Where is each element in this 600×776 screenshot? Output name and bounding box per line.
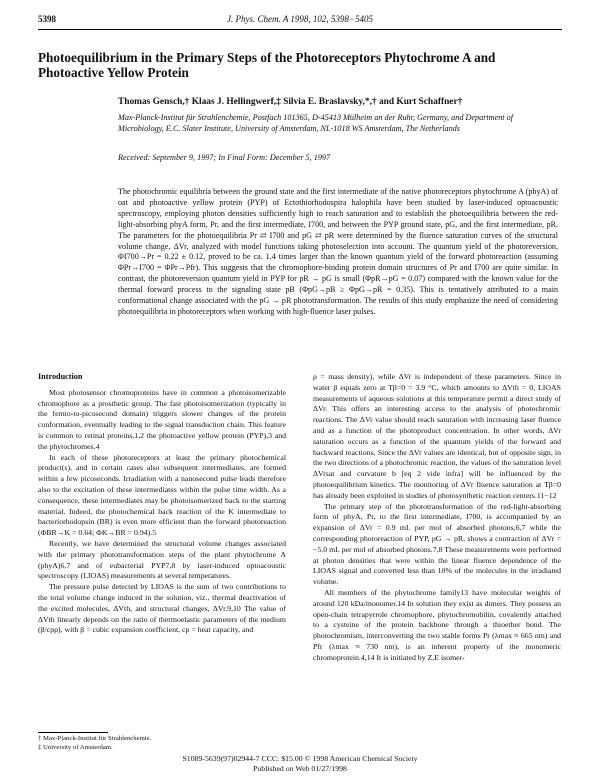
- right-column: [313, 372, 561, 664]
- running-header: [38, 14, 562, 28]
- affiliation: Max-Planck-Institut für Strahlenchemie, Postfach 101365, D-45413 Mülheim an der Ruhr, Germany, and Department of Microbiology, E.C. Slater Institute, University of Amsterdam, NL-1018 WS Amsterdam, The Netherlands: [118, 113, 513, 134]
- author-list: Thomas Gensch,† Klaas J. Hellingwerf,‡ Silvia E. Braslavsky,*,† and Kurt Schaffner†: [118, 97, 463, 107]
- page-number: 5398: [38, 14, 56, 24]
- left-paragraph: In each of these photoreceptors at least the primary photochemical product(s), and in certain cases also subsequent intermediates, are formed within a few picoseconds. Irradiation with a nanosecond pulse leads therefore also to the excitation of these intermediates within the pulse time width. As a consequence, these intermediates may be photoisomerized back to the starting material. Indeed, the photochemical back reaction of the K intermediate to bacteriorhodopsin (BR) is even more efficient than the forward photoreaction (ΦBR→K = 0.64; ΦK→BR = 0.94).5: [38, 452, 286, 538]
- right-paragraph: The primary step of the phototransformation of the red-light-absorbing form of phyA, Pr, to the first intermediate, I700, is accompanied by an expansion of ΔVr = 0.9 mL per mol of absorbed photons,6,7 while the corresponding photoreaction of PYP, pG → pR, shows a contraction of ΔVr = −5.0 mL per mol of absorbed photons.7,8 These measurements were performed at photon densities that were within the linear fluence dependence of the LIOAS signal and converted less than 10% of the molecules in the irradiated volume.: [313, 501, 561, 587]
- abstract: The photochromic equilibria between the ground state and the first intermediate of the native photoreceptors phytochrome A (phyA) of oat and photoactive yellow protein (PYP) of Ectothiorhodospira halophila have been studied by laser-induced optoacoustic spectroscopy, employing photon densities sufficiently high to reach saturation and to establish the photoequilibria between the red-light-absorbing phyA form, Pr, and the first intermediate, I700, and between the PYP ground state, pG, and the first intermediate, pR. The parameters for the photoequilibria Pr ⇄ I700 and pG ⇄ pR were determined by the fluence saturation curves of the structural volume change, ΔVr, analyzed with model functions taking photoselection into account. The quantum yield of the photoreversion, ΦI700→Pr = 0.22 ± 0.12, proved to be ca. 1.4 times larger than the known quantum yield of the forward photoreaction (assuming ΦPr→I700 = ΦPr→Pfr). This suggests that the chromophore-binding protein domain structures of Pr and I700 are quite similar. In contrast, the photoreversion quantum yield in PYP for pR → pG is small (ΦpR→pG = 0.07) compared with the known value for the thermal forward process to the signaling state pB (ΦpG→pB ≥ ΦpG→pR = 0.35). This is tentatively attributed to a main conformational change associated with the pG → pR phototransformation. The results of this study emphasize the need of considering photoequilibria in photoreceptors when working with high-fluence laser pulses.: [118, 187, 558, 316]
- received-dates: Received: September 9, 1997; In Final Form: December 5, 1997: [118, 153, 331, 162]
- journal-citation: J. Phys. Chem. A 1998, 102, 5398−5405: [227, 14, 373, 24]
- footnote-rule: [38, 732, 108, 733]
- section-heading-introduction: Introduction: [38, 372, 83, 381]
- publication-date: Published on Web 01/27/1998: [253, 764, 347, 773]
- header-rule: [38, 29, 562, 30]
- right-paragraph: ρ = mass density), while ΔVr is independent of these parameters. Since in water β equals zero at Tβ=0 = 3.9 °C, which amounts to ΔVth = 0, LIOAS measurements of aqueous solutions at this temperature permit a direct study of ΔVr. This offers an interesting access to the analysis of photochromic reactions. The ΔVr value should reach saturation with increasing laser fluence and as a function of the photoproduct concentration. In other words, ΔVr saturation occurs as a function of the quantum yields of the forward and backward reactions. Since the ΔVr values are identical, but of opposite sign, in the two directions of a photochromic reaction, the values of the saturation level ΔVrsat and curvature b [eq 2 vide infra] will be influenced by the photoequilibrium kinetics. The monitoring of ΔVr fluence saturation at Tβ=0 has already been exploited in studies of photosynthetic reaction centers.11−12: [313, 372, 561, 500]
- right-paragraph: All members of the phytochrome family13 have molecular weights of around 120 kDa/monomer.14 In solution they exist as dimers. They possess an open-chain tetrapyrrole chromophore, phytochromobilin, covalently attached to a cysteine of the protein backbone through a thioether bond. The photochromism, interconverting the two stable forms Pr (λmax ≈ 665 nm) and Pfr (λmax ≈ 730 nm), is an inherent property of the monomeric chromoprotein.4,14 It is initiated by Z,E isomer-: [313, 587, 561, 662]
- footnote-amsterdam: ‡ University of Amsterdam.: [38, 744, 113, 751]
- article-title: Photoequilibrium in the Primary Steps of the Photoreceptors Phytochrome A and Photoactive Yellow Protein: [38, 50, 496, 80]
- left-column: [38, 372, 286, 636]
- copyright-line: S1089-5639(97)02944-7 CCC: $15.00 © 1998 American Chemical Society: [182, 754, 418, 763]
- left-paragraph: Recently, we have determined the structural volume changes associated with the primary phototransformation steps of the plant phytochrome A (phyA)6,7 and of eubacterial PYP7,8 by laser-induced optoacoustic spectroscopy (LIOAS) measurements at several temperatures.: [38, 538, 286, 581]
- left-paragraph: The pressure pulse detected by LIOAS is the sum of two contributions to the total volume change induced in the solution, viz., thermal deactivation of the excited molecules, ΔVth, and structural changes, ΔVr.9,10 The value of ΔVth linearly depends on the ratio of thermoelastic parameters of the medium (β/cpρ), with β = cubic expansion coefficient, cp = heat capacity, and: [38, 582, 286, 635]
- left-paragraph: Most photosensor chromoproteins have in common a photoisomerizable chromophore as a prosthetic group. The fast photoisomerization (typically in the femto-to-picosecond domain) triggers slower changes of the protein conformation, eventually leading to the signal transduction chain. This feature is common to retinal proteins,1,2 the photoactive yellow protein (PYP),3 and the phytochromes.4: [38, 387, 286, 451]
- footnote-mpi: † Max-Planck-Institut für Strahlenchemie.: [38, 735, 152, 742]
